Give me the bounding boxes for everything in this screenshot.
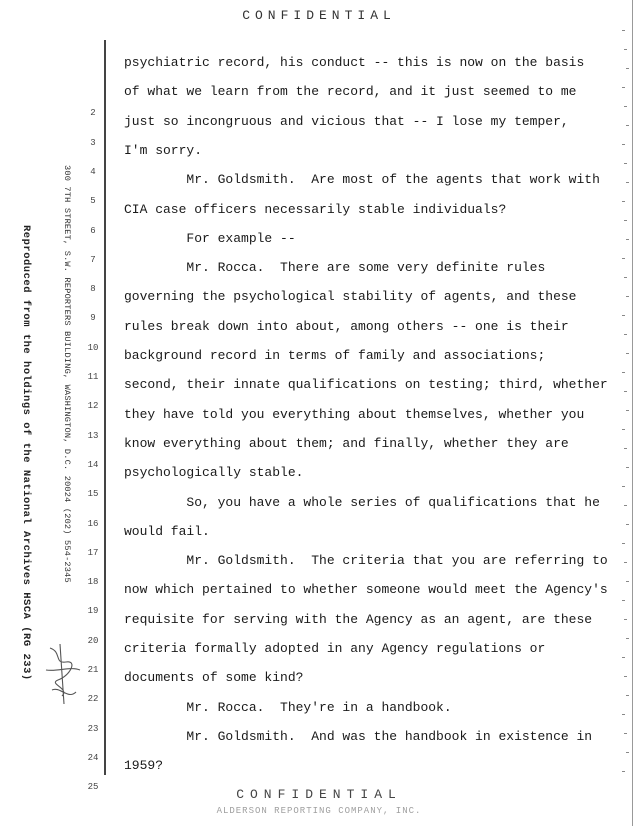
transcript-line: just so incongruous and vicious that -- I lose my temper, xyxy=(124,113,569,129)
scan-mark xyxy=(626,239,629,240)
scan-mark xyxy=(624,277,627,278)
transcript-line: Mr. Goldsmith. Are most of the agents that work with xyxy=(124,172,600,188)
transcript-line: Mr. Goldsmith. And was the handbook in existence in xyxy=(124,728,593,744)
scan-mark xyxy=(626,467,629,468)
transcript-line: I'm sorry. xyxy=(124,142,203,158)
confidential-footer: CONFIDENTIAL xyxy=(236,787,402,802)
scan-mark xyxy=(622,600,625,601)
scan-mark xyxy=(626,581,629,582)
transcript-line: rules break down into about, among others -- one is their xyxy=(124,318,569,334)
reporting-company-name: ALDERSON REPORTING COMPANY, INC. xyxy=(216,806,422,816)
transcript-line: know everything about them; and finally, whether they are xyxy=(124,435,569,451)
transcript-line: psychologically stable. xyxy=(124,465,304,481)
line-number: 17 xyxy=(87,547,99,558)
scan-mark xyxy=(622,315,625,316)
handwritten-signature xyxy=(40,640,86,710)
scan-mark xyxy=(622,372,625,373)
line-number: 16 xyxy=(87,518,99,529)
line-number: 20 xyxy=(87,635,99,646)
scan-mark xyxy=(624,163,627,164)
scan-mark xyxy=(624,562,627,563)
transcript-line: Mr. Goldsmith. The criteria that you are referring to xyxy=(124,553,608,569)
scan-mark xyxy=(622,657,625,658)
transcript-line: psychiatric record, his conduct -- this is now on the basis xyxy=(124,55,585,70)
scan-mark xyxy=(626,296,629,297)
transcript-line: Mr. Rocca. They're in a handbook. xyxy=(124,699,452,715)
line-number: 13 xyxy=(87,430,99,441)
line-number: 21 xyxy=(87,665,99,675)
scan-mark xyxy=(624,676,627,677)
transcript-line: CIA case officers necessarily stable individuals? xyxy=(124,201,507,217)
transcript-line: Mr. Rocca. There are some very definite rules xyxy=(124,260,546,276)
scan-mark xyxy=(626,638,629,639)
scan-mark xyxy=(622,486,625,487)
scan-mark xyxy=(624,220,627,221)
transcript-line: now which pertained to whether someone would meet the Agency's xyxy=(124,582,608,598)
scan-mark xyxy=(624,106,627,107)
reporters-address: 300 7TH STREET, S.W. REPORTERS BUILDING, WASHINGTON, D.C. 20024 (202) 554-2345 xyxy=(62,165,72,583)
transcript-line: So, you have a whole series of qualifications that he xyxy=(124,494,600,510)
scan-mark xyxy=(626,410,629,411)
line-number: 24 xyxy=(87,752,99,763)
line-number: 18 xyxy=(87,577,99,588)
scan-mark xyxy=(626,68,629,69)
line-number: 22 xyxy=(87,694,99,705)
line-number: 25 xyxy=(87,782,99,793)
scan-mark xyxy=(624,448,627,449)
transcript-line: background record in terms of family and associations; xyxy=(124,348,546,363)
transcript-line: criteria formally adopted in any Agency regulations or xyxy=(124,641,546,656)
line-number: 2 xyxy=(90,108,96,119)
right-page-edge xyxy=(632,0,633,826)
scan-mark xyxy=(626,353,629,354)
scan-mark xyxy=(622,144,625,145)
scan-mark xyxy=(626,695,629,696)
scan-mark xyxy=(626,752,629,753)
line-number: 15 xyxy=(87,489,99,500)
transcript-line: documents of some kind? xyxy=(124,670,304,686)
scan-mark xyxy=(622,30,625,31)
transcript-line: governing the psychological stability of agents, and these xyxy=(124,289,577,305)
scan-mark xyxy=(624,49,627,50)
transcript-line: of what we learn from the record, and it just seemed to me xyxy=(124,84,577,100)
scan-mark xyxy=(624,334,627,335)
line-number: 19 xyxy=(87,606,99,617)
line-number: 6 xyxy=(90,225,96,236)
confidential-header: CONFIDENTIAL xyxy=(242,8,396,23)
scan-mark xyxy=(624,391,627,392)
line-number: 23 xyxy=(87,723,99,734)
line-number: 14 xyxy=(87,459,99,470)
scan-mark xyxy=(626,125,629,126)
transcript-line: For example -- xyxy=(124,230,296,246)
transcript-line: they have told you everything about themselves, whether you xyxy=(124,406,585,422)
line-number: 7 xyxy=(90,254,96,265)
line-number: 4 xyxy=(90,166,96,177)
line-number: 11 xyxy=(87,372,99,382)
line-number: 10 xyxy=(87,342,99,353)
line-number: 8 xyxy=(90,284,96,295)
line-number: 9 xyxy=(90,313,96,324)
scan-mark xyxy=(624,505,627,506)
scan-mark xyxy=(624,619,627,620)
scan-mark xyxy=(622,258,625,259)
scan-mark xyxy=(626,524,629,525)
transcript-line: 1959? xyxy=(124,758,164,774)
scan-mark xyxy=(622,87,625,88)
scan-mark xyxy=(626,182,629,183)
line-number: 5 xyxy=(90,196,96,207)
line-number: 3 xyxy=(90,137,96,148)
left-margin-rule xyxy=(104,40,106,775)
line-number: 12 xyxy=(87,401,99,412)
scan-mark xyxy=(622,201,625,202)
scan-mark xyxy=(622,771,625,772)
scan-mark xyxy=(622,429,625,430)
transcript-line: requisite for serving with the Agency as an agent, are these xyxy=(124,611,593,627)
scan-mark xyxy=(622,714,625,715)
scan-mark xyxy=(622,543,625,544)
archives-reproduction-note: Reproduced from the holdings of the National Archives HSCA (RG 233) xyxy=(20,225,32,681)
scan-mark xyxy=(624,733,627,734)
transcript-line: would fail. xyxy=(124,523,210,539)
transcript-line: second, their innate qualifications on testing; third, whether xyxy=(124,377,608,393)
